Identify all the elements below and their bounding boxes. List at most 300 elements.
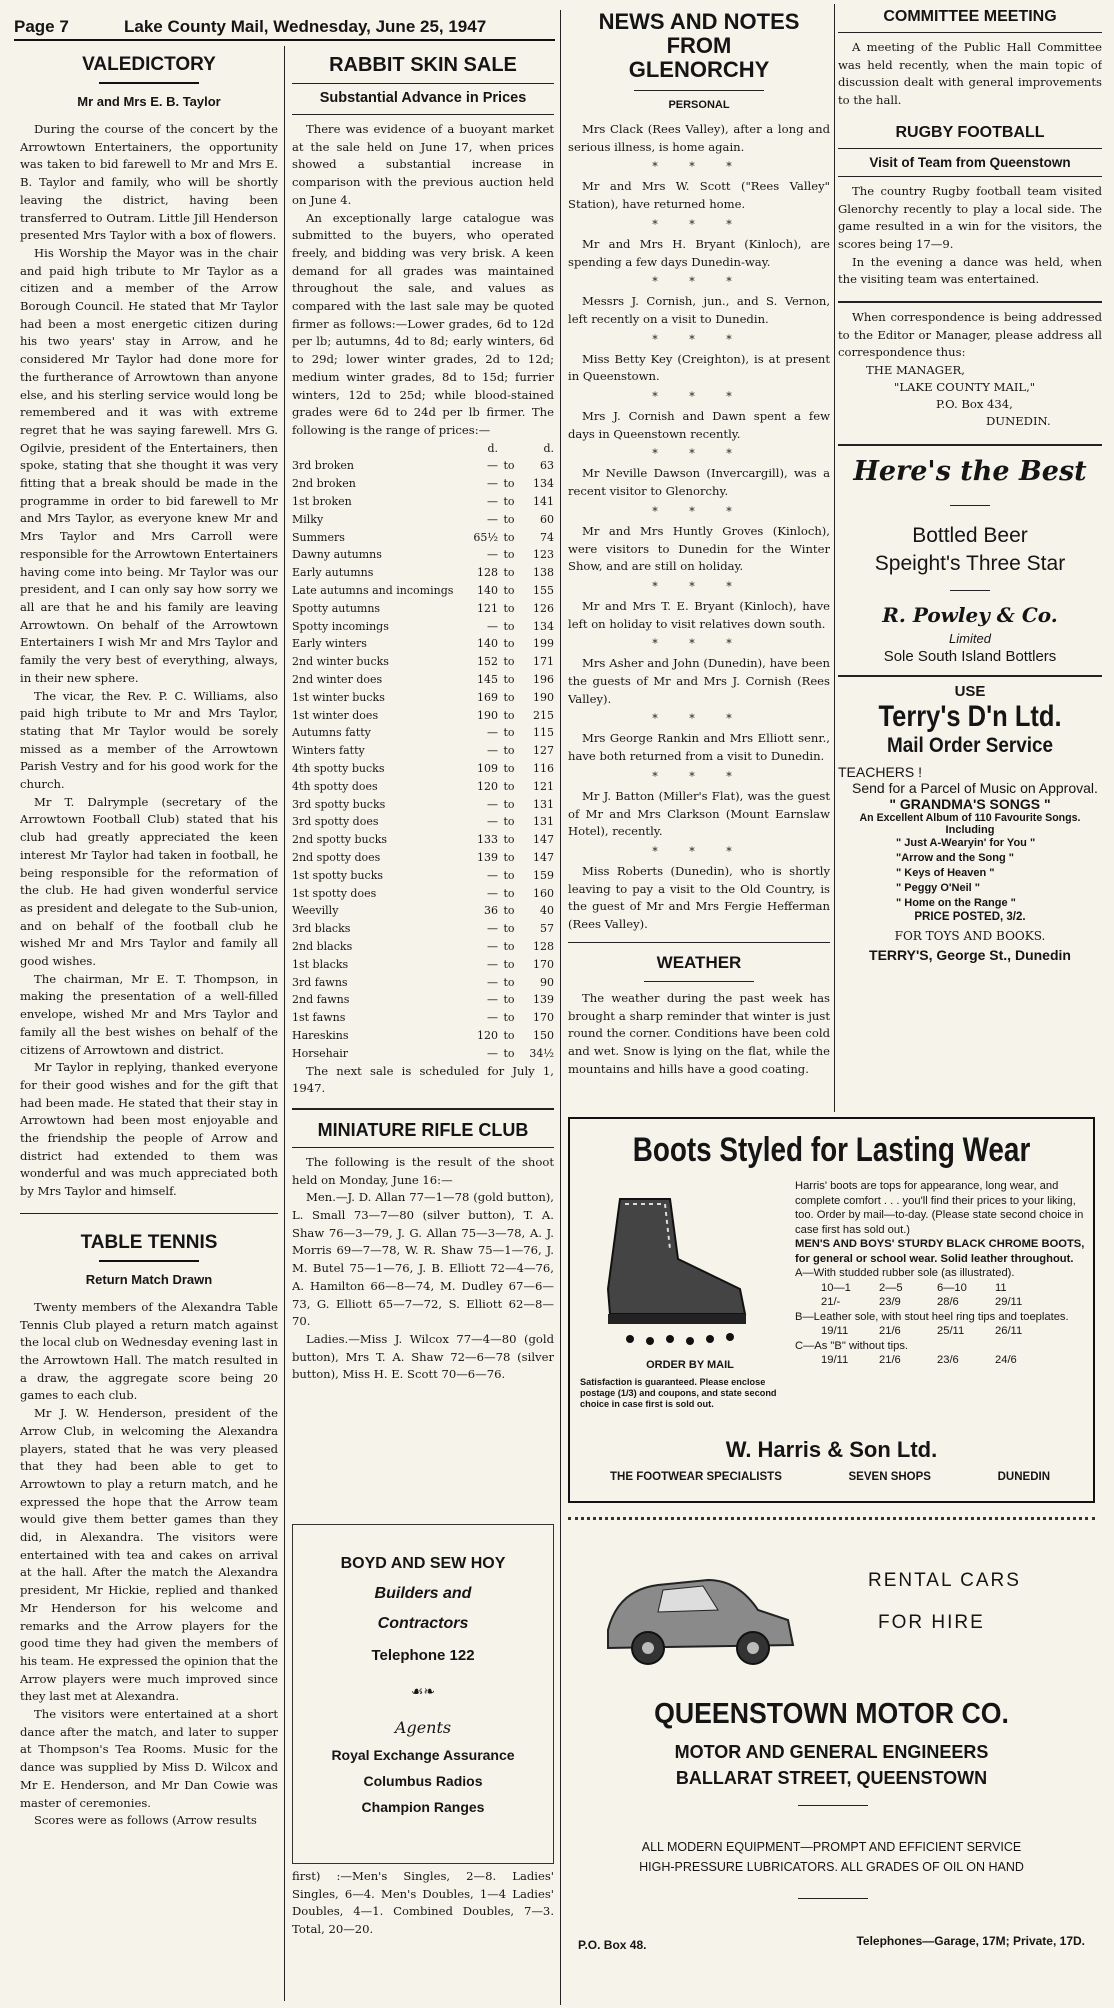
star-separator: * * *	[652, 712, 746, 726]
rugby-heading: RUGBY FOOTBALL	[895, 123, 1045, 141]
column-rabbit	[292, 48, 554, 1513]
tennis-scores	[292, 1868, 554, 1939]
size-cell: 6—10	[937, 1281, 967, 1294]
to-cell: to	[503, 922, 515, 936]
ornament-icon: ☙❧	[410, 1684, 436, 1700]
star-separator: * * *	[652, 504, 746, 518]
star-separator: * * *	[652, 390, 746, 404]
price-high-cell: 147	[533, 850, 554, 864]
table-row	[292, 742, 554, 760]
divider	[798, 1898, 868, 1899]
grade-cell: 2nd broken	[292, 477, 356, 491]
table-header-row	[292, 440, 554, 458]
table-row	[292, 796, 554, 814]
price-high-cell: 121	[533, 779, 554, 793]
grade-cell: Milky	[292, 512, 324, 526]
terrys-teachers: TEACHERS !	[838, 764, 923, 781]
grade-cell: 1st spotty bucks	[292, 868, 384, 882]
tennis-heading: TABLE TENNIS	[80, 1231, 218, 1253]
masthead-title: Lake County Mail, Wednesday, June 25, 1947	[124, 16, 487, 36]
price-row	[795, 1295, 1085, 1310]
divider	[838, 32, 1102, 33]
table-row	[292, 760, 554, 778]
price-low-cell: 140	[477, 584, 498, 598]
divider	[838, 444, 1102, 446]
divider	[292, 1147, 554, 1148]
boots-advert	[568, 1117, 1095, 1503]
price-row	[795, 1324, 1085, 1339]
boots-headline: Boots Styled for Lasting Wear	[632, 1131, 1031, 1169]
motor-telephones: Telephones—Garage, 17M; Private, 17D.	[856, 1934, 1085, 1948]
price-low-cell: 139	[477, 850, 498, 864]
divider	[20, 1213, 278, 1214]
glenorchy-sub: PERSONAL	[668, 99, 730, 111]
table-row	[292, 475, 554, 493]
divider	[838, 675, 1102, 677]
boyd-name: BOYD AND SEW HOY	[340, 1555, 506, 1572]
boots-city: DUNEDIN	[997, 1471, 1050, 1483]
divider	[950, 590, 990, 591]
motor-rental: RENTAL CARS	[868, 1570, 1021, 1591]
star-separator: * * *	[652, 217, 746, 231]
boyd-line: Builders and	[374, 1585, 472, 1602]
unit-label: d.	[487, 441, 498, 455]
paragraph: There was evidence of a buoyant market at the sale held on June 17, when prices showed a substantial increase in comparison with the previous auction held on June 4.	[292, 122, 554, 207]
grade-cell: 1st winter does	[292, 708, 379, 722]
boots-intro: Harris' boots are tops for appearance, long wear, and complete comfort . . . you'll find their prices to your liking, too. Order by mail—to-day. (Please state second choice in case first has sold out.)	[795, 1180, 1084, 1236]
boyd-advert	[292, 1524, 554, 1864]
boyd-agents: Agents	[394, 1718, 452, 1737]
agent-item: Columbus Radios	[363, 1773, 483, 1789]
heading-rule	[99, 82, 199, 84]
grade-cell: 2nd spotty does	[292, 850, 381, 864]
paragraph: The chairman, Mr E. T. Thompson, in making the presentation of a well-filled envelope, wished Mr and Mrs Taylor and family all the best wishes on behalf of the citizens of Arrowtown and district.	[20, 971, 278, 1057]
to-cell: to	[503, 690, 515, 704]
motor-feature: HIGH-PRESSURE LUBRICATORS. ALL GRADES OF OIL ON HAND	[639, 1860, 1024, 1874]
to-cell: to	[503, 477, 515, 491]
to-cell: to	[503, 762, 515, 775]
price-cell: 26/11	[995, 1325, 1023, 1337]
rabbit-heading: RABBIT SKIN SALE	[329, 54, 517, 76]
news-item: Mrs Asher and John (Dunedin), have been the guests of Mr and Mrs J. Cornish (Rees Valley).	[568, 656, 830, 706]
news-item: Mr and Mrs Huntly Groves (Kinloch), were visitors to Dunedin for the Winter Show, and are still on holiday.	[568, 523, 830, 574]
to-cell: to	[503, 708, 515, 722]
price-low-cell: —	[487, 868, 498, 882]
price-high-cell: 60	[540, 512, 554, 526]
star-separator: * * *	[652, 769, 746, 783]
news-item: Miss Roberts (Dunedin), who is shortly leaving to pay a visit to the Old Country, is the guest of Mr and Mrs Fergie Hefferman (Rees Valley).	[568, 863, 830, 932]
price-low-cell: —	[487, 744, 498, 758]
grade-cell: 1st spotty does	[292, 886, 377, 900]
price-low-cell: —	[487, 495, 498, 509]
size-row	[795, 1281, 1085, 1296]
to-cell: to	[503, 601, 515, 615]
divider	[292, 1108, 554, 1110]
price-high-cell: 171	[533, 655, 554, 669]
divider	[798, 1805, 868, 1806]
news-item: Mrs George Rankin and Mrs Elliott senr., have both returned from a visit to Dunedin.	[568, 731, 830, 764]
price-high-cell: 134	[533, 619, 554, 633]
price-low-cell: —	[487, 1046, 498, 1060]
paragraph: The next sale is scheduled for July 1, 1947.	[292, 1063, 554, 1096]
table-row	[292, 653, 554, 671]
motor-advert	[568, 1530, 1095, 2000]
boots-copy	[795, 1179, 1085, 1368]
paragraph: During the course of the concert by the Arrowtown Entertainers, the opportunity was taken to bid farewell to Mr and Mrs E. B. Taylor and family, who will be shortly leaving the district, having been transferred to Outram. Little Jill Henderson presented Mrs Taylor with a box of flowers.	[20, 122, 278, 243]
price-high-cell: 126	[533, 601, 554, 615]
price-cell: 19/11	[821, 1354, 849, 1366]
price-high-cell: 196	[533, 673, 554, 687]
boot-illustration-icon	[590, 1179, 760, 1349]
price-high-cell: 138	[533, 566, 554, 580]
paragraph: Mr T. Dalrymple (secretary of the Arrowtown Football Club) stated that his club had greatly appreciated the keen interest Mr Taylor had taken in football, he being responsible for the reformation of the club. He had given wonderful service as president and delegate to the Sub-union, and on behalf of the football club he wished Mr and Mrs Taylor and family all good wishes.	[20, 794, 278, 969]
glenorchy-heading: NEWS AND NOTES	[598, 10, 800, 34]
grade-cell: 1st winter bucks	[292, 690, 385, 704]
price-low-cell: —	[487, 619, 498, 633]
grade-cell: 3rd spotty bucks	[292, 797, 386, 811]
table-row	[292, 582, 554, 600]
song-item: " Keys of Heaven "	[896, 867, 995, 880]
address-line: "LAKE COUNTY MAIL,"	[894, 380, 1036, 395]
motor-feature: ALL MODERN EQUIPMENT—PROMPT AND EFFICIENT SERVICE	[641, 1840, 1022, 1854]
table-row	[292, 724, 554, 742]
paragraph: Twenty members of the Alexandra Table Tennis Club played a return match against the local club on Wednesday evening last in the Arrowtown Hall. The match resulted in a draw, the aggregate score being 20 games to each club.	[20, 1299, 278, 1403]
beer-firm: R. Powley & Co.	[882, 603, 1058, 628]
paragraph: Mr J. W. Henderson, president of the Arrow Club, in welcoming the Alexandra players, stated that he was very pleased that they had been able to get to Arrowtown to play a return match, and he expressed the hope that the Arrow team would give them better games than they did, in Alexandra. The visitors were entertained with tea and cakes on arrival at the hall. After the match the Alexandra president, Mr Hickie, replied and thanked Mr Henderson for his welcome and remarks and the Arrow players for the good time they had given the members of his team. He expressed the opinion that the Arrow players were much improved since they last met at Alexandra.	[20, 1406, 278, 1704]
price-low-cell: —	[487, 512, 498, 526]
dotted-divider	[568, 1517, 1095, 1520]
divider	[292, 114, 554, 115]
price-low-cell: —	[487, 815, 498, 829]
size-cell: 11	[995, 1281, 1007, 1294]
price-low-cell: 128	[477, 566, 498, 580]
table-row	[292, 635, 554, 653]
table-row	[292, 689, 554, 707]
unit-label: d.	[543, 441, 554, 455]
motor-name: QUEENSTOWN MOTOR CO.	[654, 1698, 1009, 1730]
paragraph: An exceptionally large catalogue was submitted to the buyers, who operated freely, and bidding was very brisk. A keen demand for all grades was maintained throughout the sale, and values as compared with the last sale may be quoted firmer as follows:—Lower grades, 6d to 12d per lb; autumns, 4d to 8d; early winters, 6d to 29d; lower winter grades, 2d to 12d; medium winter grades, 8d to 15d; furrier winters, 12d to 25d; while blood-stained grades were 6d to 24d per lb firmer. The following is the range of prices:—	[292, 210, 554, 437]
terrys-including: Including	[945, 824, 995, 837]
motor-pobox: P.O. Box 48.	[578, 1938, 647, 1952]
beer-headline: Here's the Best	[853, 456, 1087, 488]
grade-cell: 2nd fawns	[292, 993, 350, 1007]
to-cell: to	[503, 939, 515, 953]
table-row	[292, 920, 554, 938]
grade-cell: 3rd broken	[292, 459, 354, 473]
price-high-cell: 147	[533, 833, 554, 847]
column-committee	[838, 4, 1102, 1114]
grade-cell: Autumns fatty	[292, 726, 371, 740]
table-row	[292, 956, 554, 974]
table-row	[292, 618, 554, 636]
motor-street: BALLARAT STREET, QUEENSTOWN	[675, 1768, 988, 1788]
beer-line: Speight's Three Star	[874, 552, 1066, 576]
price-high-cell: 90	[540, 975, 554, 989]
to-cell: to	[503, 548, 515, 562]
price-high-cell: 40	[540, 904, 554, 918]
boots-footer	[610, 1471, 1050, 1483]
price-high-cell: 170	[533, 957, 554, 971]
price-cell: 21/6	[879, 1354, 901, 1366]
beer-advert	[838, 456, 1102, 665]
to-cell: to	[503, 797, 515, 811]
price-high-cell: 116	[533, 762, 554, 775]
paragraph: first) :—Men's Singles, 2—8. Ladies' Singles, 6—4. Men's Doubles, 1—4 Ladies' Doubles, 4—1. Combined Doubles, 7—3. Total, 20—20.	[292, 1869, 554, 1937]
terrys-mail: Mail Order Service	[887, 734, 1053, 758]
price-low-cell: 120	[477, 779, 498, 793]
divider	[950, 505, 990, 506]
notice-address	[838, 362, 1102, 430]
grade-cell: 2nd winter bucks	[292, 655, 389, 669]
price-low-cell: 65½	[473, 530, 498, 544]
table-row	[292, 813, 554, 831]
terrys-address: TERRY'S, George St., Dunedin	[869, 947, 1071, 964]
price-cell: 29/11	[995, 1296, 1023, 1308]
price-high-cell: 131	[533, 815, 554, 829]
table-row	[292, 974, 554, 992]
grade-cell: Dawny autumns	[292, 548, 382, 562]
beer-limited: Limited	[949, 631, 991, 647]
grade-cell: Spotty autumns	[292, 601, 381, 615]
grade-cell: 4th spotty bucks	[292, 762, 385, 775]
grade-cell: Horsehair	[292, 1046, 349, 1060]
rifle-heading: MINIATURE RIFLE CLUB	[317, 1119, 529, 1140]
table-row	[292, 938, 554, 956]
price-cell: 25/11	[937, 1325, 965, 1337]
grade-cell: 3rd blacks	[292, 922, 351, 936]
table-row	[292, 849, 554, 867]
grade-cell: Early winters	[292, 637, 367, 651]
price-high-cell: 199	[533, 637, 554, 651]
boots-option: B—Leather sole, with stout heel ring tips and toeplates.	[795, 1310, 1069, 1323]
grade-cell: 1st blacks	[292, 957, 349, 971]
boots-order: ORDER BY MAIL	[646, 1359, 734, 1371]
price-cell: 21/-	[821, 1296, 841, 1308]
table-row	[292, 511, 554, 529]
price-high-cell: 141	[533, 495, 554, 509]
to-cell: to	[503, 868, 515, 882]
to-cell: to	[503, 975, 515, 989]
to-cell: to	[503, 495, 515, 509]
price-table	[292, 440, 554, 1063]
price-high-cell: 123	[533, 548, 554, 562]
column-valedictory	[20, 48, 278, 2003]
star-separator: * * *	[652, 579, 746, 593]
star-separator: * * *	[652, 844, 746, 858]
table-row	[292, 1009, 554, 1027]
price-high-cell: 155	[533, 584, 554, 598]
song-item: " Peggy O'Neil "	[896, 882, 980, 895]
terrys-use: USE	[954, 683, 986, 701]
price-high-cell: 128	[533, 939, 554, 953]
weather-heading: WEATHER	[656, 952, 742, 972]
rabbit-sub: Substantial Advance in Prices	[319, 90, 527, 106]
price-low-cell: 36	[484, 904, 498, 918]
star-separator: * * *	[652, 447, 746, 461]
price-high-cell: 74	[540, 530, 554, 544]
price-high-cell: 160	[533, 886, 554, 900]
grade-cell: 2nd blacks	[292, 939, 353, 953]
terrys-toys: FOR TOYS AND BOOKS.	[894, 929, 1046, 944]
to-cell: to	[503, 1011, 515, 1025]
song-list	[838, 836, 1102, 911]
price-low-cell: 140	[477, 637, 498, 651]
paragraph: The visitors were entertained at a short dance after the match, and later to supper at Thompson's Tea Rooms. Music for the dance was supplied by Miss D. Wilcox and Mr E. Henderson, and Mr Dan Cowie was master of ceremonies.	[20, 1707, 278, 1810]
terrys-album: An Excellent Album of 110 Favourite Songs.	[859, 812, 1081, 825]
to-cell: to	[503, 1028, 515, 1042]
table-row	[292, 885, 554, 903]
boyd-line: Contractors	[377, 1615, 469, 1632]
grade-cell: Early autumns	[292, 566, 374, 580]
boots-title: MEN'S AND BOYS' STURDY BLACK CHROME BOOTS, for general or school wear. Solid leather throughout.	[795, 1238, 1085, 1265]
to-cell: to	[503, 459, 515, 473]
divider	[838, 176, 1102, 177]
paragraph: A meeting of the Public Hall Committee was held recently, when the main topic of discussion dealt with general improvements to the hall.	[838, 40, 1102, 108]
grade-cell: Summers	[292, 530, 345, 544]
news-item: Miss Betty Key (Creighton), is at present in Queenstown.	[568, 351, 830, 384]
boots-satisfaction: Satisfaction is guaranteed. Please enclose postage (1/3) and coupons, and state second choice in case first is sold out.	[580, 1377, 777, 1409]
heading-rule	[99, 1260, 199, 1262]
table-row	[292, 457, 554, 475]
boots-spec: THE FOOTWEAR SPECIALISTS	[610, 1471, 782, 1483]
to-cell: to	[503, 815, 515, 829]
divider	[634, 90, 764, 91]
column-rule	[284, 46, 285, 2001]
price-high-cell: 190	[533, 690, 554, 704]
to-cell: to	[503, 619, 515, 633]
page-number: Page 7	[14, 16, 69, 36]
price-low-cell: —	[487, 922, 498, 936]
to-cell: to	[503, 673, 515, 687]
table-row	[292, 600, 554, 618]
price-high-cell: 115	[533, 726, 554, 740]
car-illustration-icon	[598, 1550, 798, 1670]
to-cell: to	[503, 779, 515, 793]
price-low-cell: 121	[477, 601, 498, 615]
grade-cell: Weevilly	[292, 904, 339, 918]
price-low-cell: —	[487, 459, 498, 473]
to-cell: to	[503, 530, 515, 544]
to-cell: to	[503, 993, 515, 1007]
divider	[838, 148, 1102, 149]
price-low-cell: —	[487, 1011, 498, 1025]
beer-bottlers: Sole South Island Bottlers	[883, 648, 1057, 666]
price-high-cell: 139	[533, 993, 554, 1007]
table-row	[292, 671, 554, 689]
to-cell: to	[503, 744, 515, 758]
to-cell: to	[503, 584, 515, 598]
terrys-advert	[838, 683, 1102, 963]
table-row	[292, 493, 554, 511]
price-low-cell: 145	[477, 673, 498, 687]
table-row	[292, 707, 554, 725]
paragraph: His Worship the Mayor was in the chair and paid high tribute to Mr Taylor as a citizen and a member of the Arrow Borough Council. He stated that Mr Taylor had been a most energetic citizen during his two years' stay in Arrow, and he considered Mr Taylor had done more for the furtherance of Arrowtown than anyone else, and his sterling service would long be remembered and it was with extreme regret that he was saying farewell. Mrs G. Ogilvie, president of the Entertainers, then spoke, stating that she thought it was very fitting that a break should be made in the programme in order to bid farewell to Mr and Mrs Taylor, as everyone knew Mr and Mrs Taylor and Mrs Carroll were responsible for the Arrowtown Entertainers having come into being. Mr Taylor was our president, and I can only say how sorry we all are that he and his family are leaving Arrowtown. On behalf of the Arrowtown Entertainers I wish Mr and Mrs Taylor and family the very best of everything, always, in their new sphere.	[20, 245, 278, 685]
to-cell: to	[503, 850, 515, 864]
to-cell: to	[503, 512, 515, 526]
table-row	[292, 546, 554, 564]
divider	[838, 301, 1102, 303]
grade-cell: 2nd spotty bucks	[292, 833, 388, 847]
paragraph: The weather during the past week has brought a sharp reminder that winter is just round the corner. Conditions have been cold and wet. Snow is lying on the flat, while the mountains and hills have a good coating.	[568, 990, 830, 1076]
price-cell: 28/6	[937, 1296, 959, 1308]
song-item: "Arrow and the Song "	[896, 852, 1014, 865]
paragraph: The vicar, the Rev. P. C. Williams, also paid high tribute to Mr and Mrs Taylor, stating that Mr Taylor would be sorely missed as a member of the Arrowtown Parish Vestry and for his good work for the church.	[20, 688, 278, 792]
divider	[568, 942, 830, 943]
price-cell: 24/6	[995, 1354, 1017, 1366]
motor-hire: FOR HIRE	[878, 1612, 985, 1633]
table-row	[292, 831, 554, 849]
to-cell: to	[503, 566, 515, 580]
price-low-cell: —	[487, 957, 498, 971]
price-high-cell: 159	[533, 868, 554, 882]
tennis-sub: Return Match Drawn	[85, 1271, 213, 1287]
terrys-name: Terry's D'n Ltd.	[878, 700, 1062, 734]
table-row	[292, 1045, 554, 1063]
grade-cell: Hareskins	[292, 1028, 349, 1042]
size-cell: 2—5	[879, 1281, 903, 1294]
beer-line: Bottled Beer	[912, 524, 1028, 548]
terrys-grandma: " GRANDMA'S SONGS "	[889, 796, 1051, 813]
paragraph: Men.—J. D. Allan 77—1—78 (gold button), L. Small 73—7—80 (silver button), T. A. Shaw 76—3—79, J. G. Allan 75—3—78, A. J. Morris 69—7—78, W. R. Shaw 75—1—76, J. M. Butel 75—1—76, J. B. Elliott 72—4—76, A. Hamilton 66—8—74, M. Dudley 67—6—73, G. Elliott 65—7—72, S. Elliott 62—8—70.	[292, 1190, 554, 1329]
news-item: Mr and Mrs H. Bryant (Kinloch), are spending a few days Dunedin-way.	[568, 236, 830, 269]
price-low-cell: 109	[477, 762, 498, 775]
divider	[292, 83, 554, 84]
news-item: Mrs J. Cornish and Dawn spent a few days in Queenstown recently.	[568, 409, 830, 441]
price-cell: 23/6	[937, 1354, 959, 1366]
boots-option: C—As "B" without tips.	[795, 1339, 909, 1352]
grade-cell: Winters fatty	[292, 744, 365, 758]
price-cell: 21/6	[879, 1325, 901, 1337]
agent-item: Royal Exchange Assurance	[331, 1747, 515, 1763]
song-item: " Just A-Wearyin' for You "	[896, 837, 1036, 850]
terrys-send: Send for a Parcel of Music on Approval.	[852, 780, 1098, 797]
paragraph: Mr Taylor in replying, thanked everyone for their good wishes and for the gift that had been made. He stated that their stay in Arrowtown had been most enjoyable and the friendship the people of Arrow and district had extended to them was wonderful and was much appreciated both by Mrs Taylor and himself.	[20, 1060, 278, 1199]
star-separator: * * *	[652, 160, 746, 174]
grade-cell: 1st broken	[292, 495, 352, 509]
grade-cell: 4th spotty does	[292, 779, 378, 793]
grade-cell: 2nd winter does	[292, 673, 383, 687]
to-cell: to	[503, 655, 515, 669]
agent-item: Champion Ranges	[361, 1799, 485, 1815]
glenorchy-items	[568, 121, 830, 934]
paragraph: The following is the result of the shoot held on Monday, June 16:—	[292, 1154, 554, 1187]
to-cell: to	[503, 637, 515, 651]
price-high-cell: 131	[533, 797, 554, 811]
divider	[644, 981, 754, 982]
price-low-cell: —	[487, 993, 498, 1007]
to-cell: to	[503, 886, 515, 900]
valedictory-heading: VALEDICTORY	[82, 54, 216, 75]
column-glenorchy	[568, 10, 830, 1110]
valedictory-sub: Mr and Mrs E. B. Taylor	[77, 94, 221, 109]
to-cell: to	[503, 904, 515, 918]
address-line: THE MANAGER,	[866, 363, 965, 378]
paragraph: The country Rugby football team visited Glenorchy recently to play a local side. The game resulted in a win for the visitors, the scores being 17—9.	[838, 183, 1102, 251]
table-row	[292, 1027, 554, 1045]
price-low-cell: 169	[477, 690, 498, 704]
to-cell: to	[503, 833, 515, 847]
news-item: Mr J. Batton (Miller's Flat), was the guest of Mr and Mrs Clarkson (Mount Earnslaw Hotel), recently.	[568, 788, 830, 839]
price-high-cell: 150	[533, 1028, 554, 1042]
paragraph: In the evening a dance was held, when the visiting team was entertained.	[838, 254, 1102, 287]
price-row	[795, 1353, 1085, 1368]
glenorchy-heading: FROM	[666, 33, 732, 58]
paragraph: Ladies.—Miss J. Wilcox 77—4—80 (gold button), Mrs T. A. Shaw 72—6—78 (silver button), Miss H. E. Scott 70—6—76.	[292, 1331, 554, 1382]
grade-cell: Late autumns and incomings	[292, 584, 454, 598]
price-low-cell: 190	[477, 708, 498, 722]
boots-firm: W. Harris & Son Ltd.	[725, 1437, 938, 1462]
to-cell: to	[503, 957, 515, 971]
